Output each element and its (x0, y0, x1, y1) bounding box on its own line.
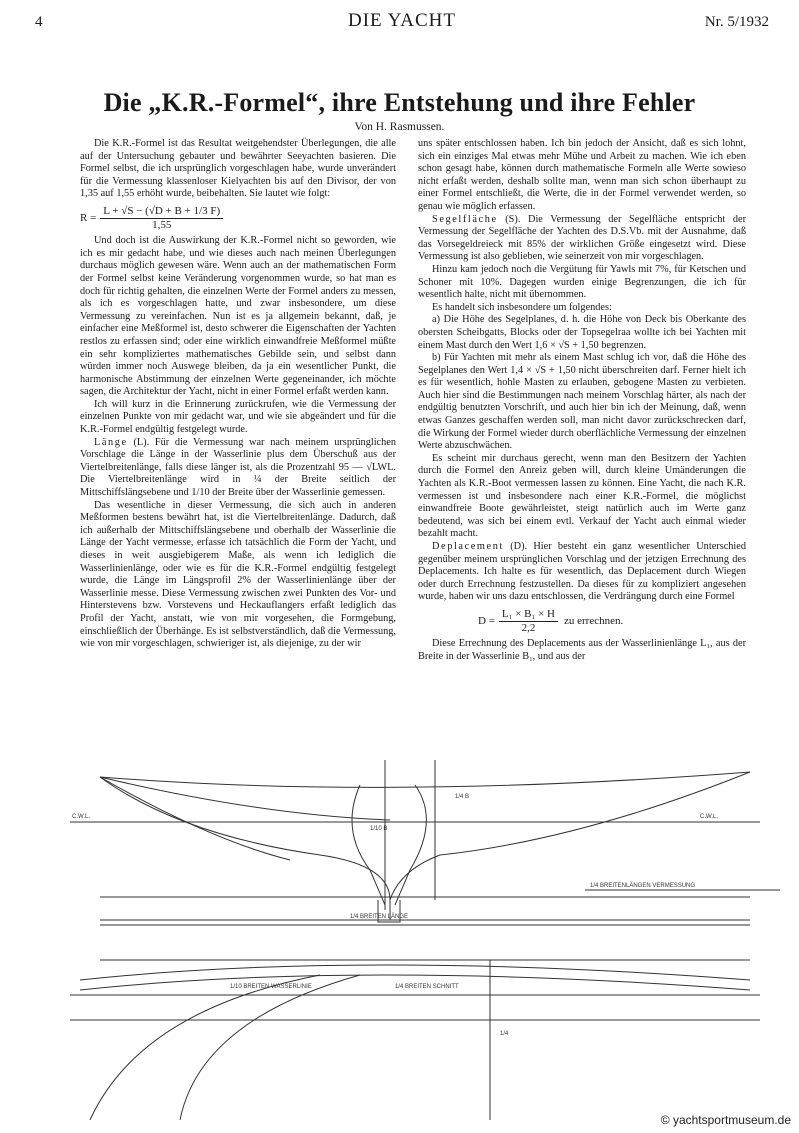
paragraph: a) Die Höhe des Segelplanes, d. h. die Höhe von Deck bis Oberkante des obersten Scheibgatts, Blocks oder der Topsegelraa wollte ich bei Yachten mit einem Mast durch den Wert 1,6 × √S + 1,50 begrenzen. (418, 314, 746, 351)
page-header (35, 10, 769, 40)
paragraph: Es scheint mir durchaus gerecht, wenn man den Besitzern der Yachten durch die Formel den Anreiz geben will, durch kleine Umänderungen die Yachten als K.R.-Boot vermessen lassen zu können. Eine Yacht, die nach K.R. vermessen ist und insbesondere nach einer K.R.-Formel, die möglichst einwandfreie Boote gewährleistet, steigt natürlich auch im Werte ganz bedeutend, was sich bei einem evtl. Verkauf der Yacht auch einmal wieder bezahlt macht. (418, 452, 746, 540)
formula-numerator: L + √S − (√D + B + 1/3 F) (100, 205, 223, 219)
watermark: © yachtsportmuseum.de (660, 1113, 791, 1127)
right-column (418, 138, 746, 663)
paragraph: Die K.R.-Formel ist das Resultat weitgehendster Überlegungen, die alle auf der Untersuchung gebauter und bewährter Seeyachten basieren. Die Formel selbst, die ich ursprünglich vorgeschlagen habe, wurde unverändert für die Vermessung klassenloser Kielyachten bis auf den Divisor, der von 1,35 auf 1,55 erhöht wurde, beibehalten. Sie lautet wie folgt: (80, 138, 396, 200)
section-label: Segelfläche (432, 213, 498, 225)
magazine-title: DIE YACHT (347, 10, 457, 31)
quarter-b-label: 1/4 B (455, 794, 470, 800)
quarter-beam-length-label: 1/4 BREITEN LÄNGE (350, 914, 409, 920)
formula-denominator: 1,55 (152, 218, 172, 231)
formula-lhs: R = (80, 211, 97, 224)
paragraph: Hinzu kam jedoch noch die Vergütung für Yawls mit 7%, für Ketschen und Schoner mit 10%. Dagegen wurden einige Begrenzungen, die ich für wesentlich halte, nicht mit übernommen. (418, 263, 746, 301)
article-byline: Von H. Rasmussen. (354, 121, 445, 133)
tenth-b-label: 1/10 B (370, 826, 388, 832)
formula-fraction (100, 205, 223, 231)
formula-lhs: D = (478, 614, 495, 627)
paragraph: Ich will kurz in die Erinnerung zurückrufen, wie die Vermessung der einzelnen Punkte von mir gedacht war, und wie sie abgeändert und für die K.R.-Formel endgültig festgelegt wurde. (80, 398, 396, 436)
tenth-beam-waterline-label: 1/10 BREITEN WASSERLINIE (230, 984, 312, 990)
paragraph-text: (D). Hier besteht ein ganz wesentlicher Unterschied gegenüber meinem ursprünglichen Vorschlag und der jetzigen Errechnung des Deplacements. Ich halte es für wesentlich, das Deplacement durch Wiegen oder durch Errechnung festzustellen. Da dieses für zu kompliziert angesehen wurde, haben wir uns dazu entschlossen, die Verdrängung durch eine Formel (418, 541, 746, 603)
cwl-left-label: C.W.L. (72, 814, 91, 820)
cwl-right-label: C.W.L. (700, 814, 719, 820)
paragraph-laenge (80, 437, 396, 500)
formula-denominator: 2,2 (521, 621, 536, 634)
section-label: Deplacement (432, 541, 504, 552)
issue-number: Nr. 5/1932 (704, 14, 769, 30)
paragraph: Diese Errechnung des Deplacements aus der Wasserlinienlänge L₁, aus der Breite in der Wasserlinie B₁, und aus der (418, 638, 746, 662)
formula-suffix: zu errechnen. (563, 614, 624, 627)
paragraph-deplacement (418, 541, 746, 604)
quarter-beam-section-label: 1/4 BREITEN SCHNITT (395, 984, 459, 990)
article-title: Die „K.R.-Formel“, ihre Entstehung und ihre Fehler (103, 88, 696, 117)
hull-diagram-svg (60, 760, 780, 1120)
paragraph: Und doch ist die Auswirkung der K.R.-Formel nicht so geworden, wie ich es mir gedacht habe, und wie dieses auch nach meinen Überlegungen durchaus möglich gewesen wäre. Wenn auch an der mathematischen Form der Formel selbst keine Veränderung vorgenommen wurde, so hat man es doch für richtig gehalten, die einzelnen Werte der Formel anders zu messen, als ich es vorgeschlagen hatte, und zwar insbesondere, um diese Vermessung zu vereinfachen. Nun ist es ja allgemein bekannt, daß, je einfacher eine Meßformel ist, desto schwerer die Eigenschaften der Yachten restlos zu erfassen sind; oder eine wirklich einwandfreie Meßformel müßte ein sehr kompliziertes mathematisches Gebilde sein, und selbst dann würden immer noch Auswege bleiben, da ja ein wesentlicher Punkt, die harmonische Abstimmung der einzelnen Werte gegeneinander, ich möchte sagen, die Architektur der Yacht, nicht in einer Formel erfaßt werden kann. (80, 235, 396, 398)
formula-fraction (499, 608, 558, 634)
left-column (80, 138, 396, 651)
section-label: Länge (94, 436, 128, 448)
page-number: 4 (35, 14, 43, 30)
paragraph-text: (L). Für die Vermessung war nach meinem ursprünglichen Vorschlage die Länge in der Wasserlinie plus dem Überschuß aus der Viertelbreitenlänge, falls diese länger ist, als die Prozentzahl 95 — √LWL. Die Viertelbreitenlänge wird in ¼ der Breite seitlich der Mittschiffslängsebene und 1/10 der Breite über der Wasserlinie gemessen. (80, 436, 396, 499)
paragraph-text: (S). Die Vermessung der Segelfläche entspricht der Vermessung der Segelfläche der Yachten des D.S.Vb. mit der Ausnahme, daß das Vorsegeldreieck mit 85% der wirklichen Größe eingesetzt wird. Diese Vermessung ist also geblieben, wie seinerzeit von mir vorgeschlagen. (418, 213, 746, 263)
paragraph: uns später entschlossen haben. Ich bin jedoch der Ansicht, daß es sich lohnt, sich ein einziges Mal etwas mehr Mühe und Arbeit zu machen. Wie ich eben schon gesagt habe, können durch mathematische Formeln alle Werte sowieso nicht erfaßt werden, deshalb sollte man, wenn man sich schon überhaupt zu einer Formel entschließt, die Werte, die in der Formel verwendet werden, so genau wie möglich erfassen. (418, 138, 746, 212)
hull-lines-drawing (60, 760, 780, 1120)
formula-numerator: L₁ × B₁ × H (499, 608, 558, 622)
paragraph: Das wesentliche in dieser Vermessung, die sich auch in anderen Meßformen bestens bewährt hat, ist die Viertelbreitenlänge. Dadurch, daß ich außerhalb der Mittschiffslängsebene und oberhalb der Wasserlinie die Länge der Yacht vermesse, erfasse ich tatsächlich die Form der Yacht, und dieses in weit ausgiebigerem Maße, als wenn ich lediglich die Wasserlinienlänge, oder wie es für die K.R.-Formel endgültig festgelegt wurde, die Länge im Längsprofil 2% der Wasserlinienlänge über der Wasserlinie messe. Diese Vermessung zwischen zwei Punkten des Vor- und Hinterstevens bzw. Vorstevens und Heckauflangers erfaßt lediglich das Profil der Yacht, anstatt, wie von mir vorgesehen, die Formgebung, einschließlich der Überhänge. Es ist selbstverständlich, daß die Vermessung, wie von mir vorgeschlagen, schwieriger ist, als diejenige, zu der wir (80, 499, 396, 650)
quarter-mark-label: 1/4 (500, 1031, 509, 1037)
displacement-formula (478, 608, 746, 634)
kr-formula (80, 205, 396, 231)
paragraph: Es handelt sich insbesondere um folgendes: (432, 301, 612, 313)
paragraph: b) Für Yachten mit mehr als einem Mast schlug ich vor, daß die Höhe des Segelplanes den Wert 1,4 × √S + 1,50 nicht überschreiten darf. Ferner hielt ich es für wesentlich, hohle Masten zu erlauben, gebogene Masten zu verbieten. Auch hier sind die Bestimmungen nach meinem Vorschlag härter, als nach der endgültig benutzten Vorschrift, und auch hier bin ich der Meinung, daß, wenn etwas Ganzes geschaffen werden soll, man nicht davor zurückschrecken darf, die Wirkung der Formel wieder durch oberflächliche Vermessung der einzelnen Werte abzuschwächen. (418, 352, 746, 452)
paragraph-segelflaeche (418, 214, 746, 264)
quarter-beam-measure-label: 1/4 BREITENLÄNGEN VERMESSUNG (590, 883, 696, 889)
